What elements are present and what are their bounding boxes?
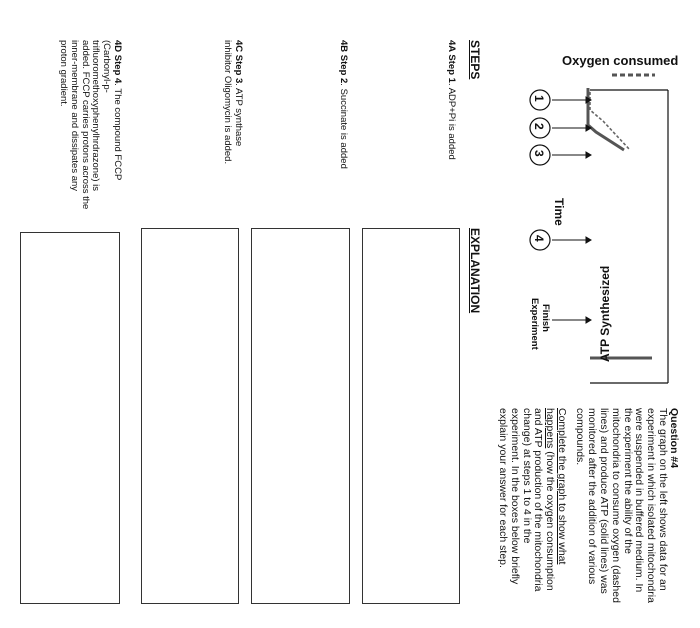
time-axis-label: Time: [552, 198, 566, 226]
instruction-underlined: Complete the graph to show what happens: [544, 408, 568, 565]
explanation-heading: EXPLANATION: [468, 228, 482, 314]
instruction-rest: (how the oxygen consumption and ATP production of the mitochondria change) at steps 1 to 4 in the experiment. In the boxes below briefly explain your answer for each step.: [497, 408, 557, 592]
answer-box-4b[interactable]: [251, 228, 350, 604]
step-4b: 4B Step 2. Succinate is added: [338, 40, 349, 169]
finish-experiment-label: Finish Experiment: [529, 298, 551, 350]
answer-box-4d[interactable]: [20, 232, 120, 604]
oxygen-consumed-label: Oxygen consumed: [562, 53, 679, 68]
steps-heading: STEPS: [468, 40, 482, 80]
answer-box-4c[interactable]: [141, 228, 239, 604]
question-intro: The graph on the left shows data for an experiment in which isolated mitochondria were suspended in buffered medium. In the experiment the ability of the mitochondria to consume oxygen (dashed lines) and produce ATP (solid lines) was monitored after the addition of various compounds.: [574, 408, 669, 603]
atp-synthesis-line: [588, 88, 624, 150]
atp-synthesized-label: ATP Synthesized: [598, 265, 612, 362]
step-4d: 4D Step 4. The compound FCCP (Carbonyl-p-trifluoromethoxyphenylhrdrazone) is added. FCCP carries protons across the inner-membrane and dissipates any proton gradient.: [58, 40, 123, 210]
question-title: Question #4: [668, 408, 680, 469]
step-marker-4-label: 4: [532, 235, 546, 242]
step-marker-3-label: 3: [532, 150, 546, 157]
step-marker-1-label: 1: [532, 95, 546, 102]
step-4c: 4C Step 3. ATP synthase inhibitor Oligomycin is added.: [222, 40, 244, 165]
step-4a: 4A Step 1. ADP+Pi is added: [446, 40, 457, 160]
step-marker-2-label: 2: [532, 123, 546, 130]
answer-box-4a[interactable]: [362, 228, 460, 604]
